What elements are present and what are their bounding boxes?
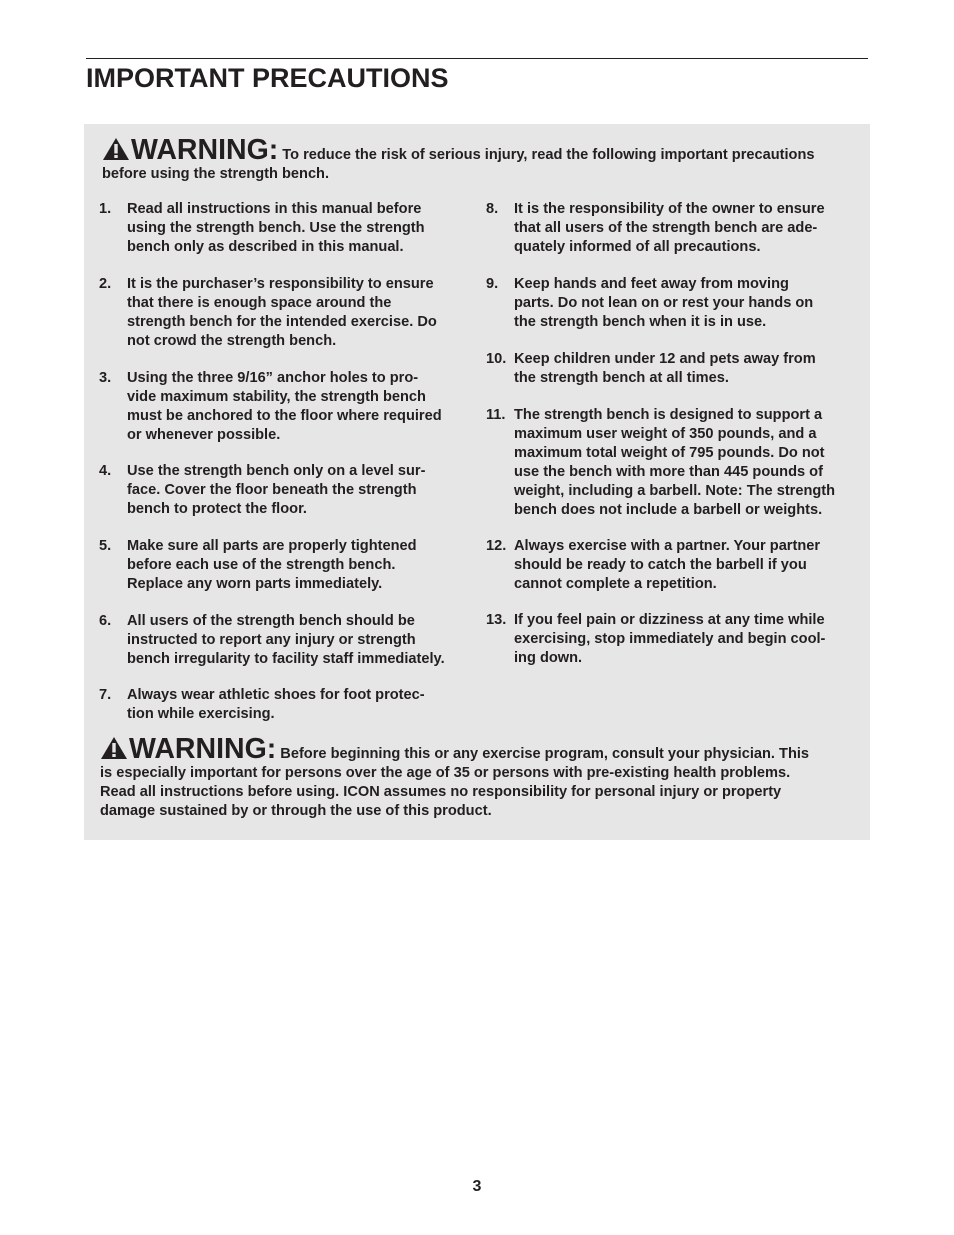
item-line: strength bench for the intended exercise. Do <box>127 314 437 330</box>
item-number: 6. <box>99 613 112 629</box>
item-line: use the bench with more than 445 pounds of <box>514 464 823 480</box>
item-line: exercising, stop immediately and begin cool- <box>514 631 826 647</box>
item-line: Replace any worn parts immediately. <box>127 576 383 592</box>
item-line: not crowd the strength bench. <box>127 333 337 349</box>
item-text <box>127 686 473 724</box>
item-number: 9. <box>486 276 499 292</box>
item-line: Always wear athletic shoes for foot protec- <box>127 687 425 703</box>
warning-top <box>102 136 815 184</box>
item-line: instructed to report any injury or strength <box>127 632 416 648</box>
item-number: 11. <box>486 407 506 423</box>
item-line: vide maximum stability, the strength bench <box>127 389 426 405</box>
item-text <box>127 369 473 445</box>
item-line: tion while exercising. <box>127 706 275 722</box>
item-text <box>127 537 473 594</box>
warning-top-first-line <box>102 136 815 165</box>
item-number: 7. <box>99 687 112 703</box>
item-line: Read all instructions in this manual before <box>127 201 422 217</box>
item-number: 3. <box>99 370 112 386</box>
item-line: bench to protect the floor. <box>127 501 307 517</box>
item-line: ing down. <box>514 650 583 666</box>
item-line: If you feel pain or dizziness at any time while <box>514 612 825 628</box>
warning-triangle-icon <box>100 736 128 760</box>
item-line: bench irregularity to facility staff immediately. <box>127 651 445 667</box>
item-line: Use the strength bench only on a level sur- <box>127 463 426 479</box>
item-line: It is the purchaser’s responsibility to ensure <box>127 276 434 292</box>
item-number: 13. <box>486 612 507 628</box>
warning-bottom-line: Read all instructions before using. ICON assumes no responsibility for personal injury or property <box>100 784 782 800</box>
warning-bottom-lead: Before beginning this or any exercise program, consult your physician. This <box>280 746 810 762</box>
item-line: face. Cover the floor beneath the strength <box>127 482 417 498</box>
warning-bottom <box>100 735 809 821</box>
item-line: Using the three 9/16” anchor holes to pro- <box>127 370 419 386</box>
item-line: parts. Do not lean on or rest your hands on <box>514 295 814 311</box>
item-line: that there is enough space around the <box>127 295 392 311</box>
item-line: weight, including a barbell. Note: The strength <box>514 483 836 499</box>
item-line: using the strength bench. Use the strength <box>127 220 425 236</box>
item-line: maximum user weight of 350 pounds, and a <box>514 426 817 442</box>
item-text <box>514 406 860 520</box>
item-number: 4. <box>99 463 112 479</box>
item-line: the strength bench at all times. <box>514 370 729 386</box>
item-line: Make sure all parts are properly tightened <box>127 538 417 554</box>
warning-top-rest: before using the strength bench. <box>102 166 330 182</box>
item-line: Keep hands and feet away from moving <box>514 276 789 292</box>
item-line: cannot complete a repetition. <box>514 576 717 592</box>
warning-bottom-line: damage sustained by or through the use of this product. <box>100 803 492 819</box>
item-line: All users of the strength bench should be <box>127 613 415 629</box>
item-text <box>127 275 473 351</box>
top-rule <box>86 58 868 59</box>
warning-top-lead: To reduce the risk of serious injury, read the following important precautions <box>282 147 815 163</box>
item-number: 8. <box>486 201 499 217</box>
item-number: 12. <box>486 538 507 554</box>
item-line: maximum total weight of 795 pounds. Do not <box>514 445 825 461</box>
item-text <box>514 200 860 257</box>
item-number: 2. <box>99 276 112 292</box>
page-number: 3 <box>472 1178 482 1195</box>
warning-top-word: WARNING: <box>131 134 279 166</box>
warning-bottom-word: WARNING: <box>129 733 277 765</box>
warning-bottom-line: is especially important for persons over the age of 35 or persons with pre-existing health problems. <box>100 765 791 781</box>
item-number: 5. <box>99 538 112 554</box>
warning-bottom-first-line <box>100 735 809 764</box>
item-text <box>127 200 473 257</box>
item-text <box>514 611 860 668</box>
item-line: the strength bench when it is in use. <box>514 314 767 330</box>
item-line: It is the responsibility of the owner to ensure <box>514 201 825 217</box>
precautions-panel <box>84 124 870 840</box>
item-number: 10. <box>486 351 507 367</box>
item-line: or whenever possible. <box>127 427 281 443</box>
item-text <box>514 350 860 388</box>
item-line: must be anchored to the floor where required <box>127 408 442 424</box>
item-number: 1. <box>99 201 112 217</box>
item-line: Keep children under 12 and pets away from <box>514 351 816 367</box>
item-line: Always exercise with a partner. Your partner <box>514 538 821 554</box>
page-title: IMPORTANT PRECAUTIONS <box>86 63 449 93</box>
warning-triangle-icon <box>102 137 130 161</box>
item-text <box>127 462 473 519</box>
item-line: bench does not include a barbell or weights. <box>514 502 823 518</box>
item-line: that all users of the strength bench are ade- <box>514 220 818 236</box>
item-text <box>127 612 473 669</box>
item-line: bench only as described in this manual. <box>127 239 404 255</box>
item-line: before each use of the strength bench. <box>127 557 396 573</box>
item-line: should be ready to catch the barbell if you <box>514 557 807 573</box>
item-line: The strength bench is designed to support a <box>514 407 823 423</box>
item-text <box>514 275 860 332</box>
item-line: quately informed of all precautions. <box>514 239 761 255</box>
item-text <box>514 537 860 594</box>
